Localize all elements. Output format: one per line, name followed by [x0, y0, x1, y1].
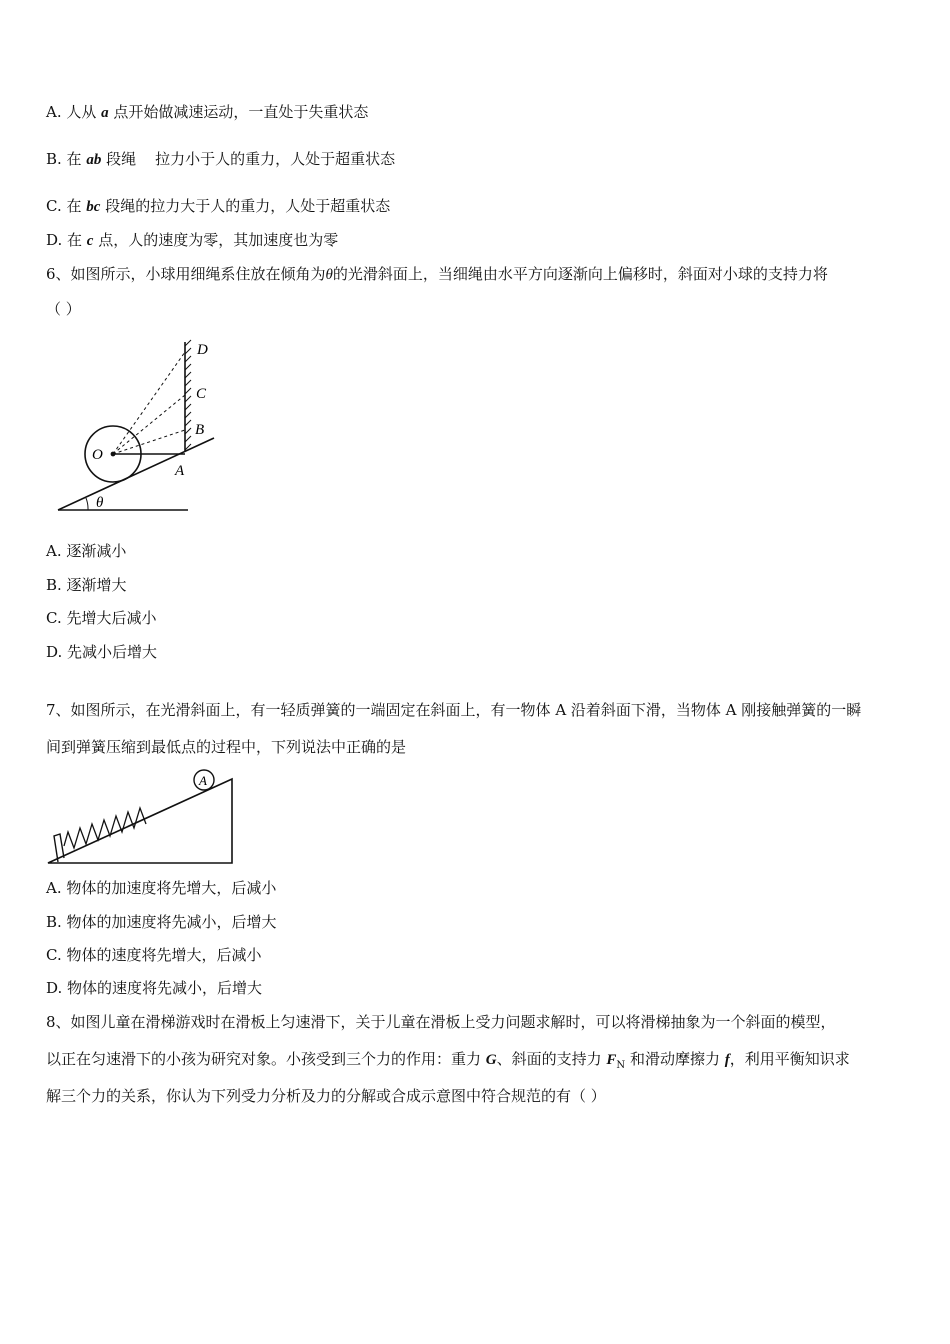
q7-option-d: D. 物体的速度将先减小，后增大	[46, 979, 263, 997]
q5-option-a: A. 人从 a 点开始做减速运动，一直处于失重状态	[46, 103, 369, 121]
q7-option-c: C. 物体的速度将先增大，后减小	[46, 946, 262, 964]
label-c: C	[196, 386, 207, 402]
label-d: D	[197, 342, 208, 358]
q8-stem-line2: 以正在匀速滑下的小孩为研究对象。小孩受到三个力的作用：重力 G、斜面的支持力 $F_N$ 和滑动摩擦力 f，利用平衡知识求	[46, 1050, 850, 1071]
q8-stem-line1: 8、如图儿童在滑梯游戏时在滑板上匀速滑下，关于儿童在滑板上受力问题求解时，可以将滑梯抽象为一个斜面的模型，	[46, 1013, 836, 1031]
q5-option-d: D. 在 c 点，人的速度为零，其加速度也为零	[46, 231, 339, 249]
label-b: B	[195, 422, 205, 438]
q6-option-d: D. 先减小后增大	[46, 643, 158, 661]
incline-triangle	[48, 779, 232, 863]
angle-arc	[86, 498, 88, 510]
q8-stem-line3: 解三个力的关系，你认为下列受力分析及力的分解或合成示意图中符合规范的有（ ）	[46, 1087, 606, 1105]
spring-coil	[64, 808, 146, 848]
q6-option-a: A. 逐渐减小	[46, 542, 127, 560]
var-f-friction: f	[724, 1052, 730, 1068]
wall-hatching	[185, 340, 191, 450]
incline-line	[58, 438, 214, 510]
var-c: c	[86, 233, 94, 249]
rope-dashed-b	[113, 430, 185, 454]
q5-option-b: B. 在 ab 段绳 拉力小于人的重力，人处于超重状态	[46, 150, 396, 168]
var-bc: bc	[86, 199, 101, 215]
label-o: O	[92, 447, 103, 463]
q7-option-b: B. 物体的加速度将先减小，后增大	[46, 913, 277, 931]
q5-option-c: C. 在 bc 段绳的拉力大于人的重力，人处于超重状态	[46, 197, 391, 215]
q6-option-b: B. 逐渐增大	[46, 576, 127, 594]
q7-figure-incline-spring	[44, 766, 240, 870]
label-theta: θ	[96, 495, 104, 511]
q6-option-c: C. 先增大后减小	[46, 609, 157, 627]
q6-answer-paren: （ ）	[46, 300, 81, 318]
var-g: G	[485, 1052, 497, 1068]
q7-stem-line2: 间到弹簧压缩到最低点的过程中，下列说法中正确的是	[46, 738, 407, 756]
theta-symbol: θ	[325, 267, 333, 283]
q6-stem: 6、如图所示，小球用细绳系住放在倾角为θ的光滑斜面上，当细绳由水平方向逐渐向上偏移时，斜面对小球的支持力将	[46, 265, 828, 283]
q7-option-a: A. 物体的加速度将先增大，后减小	[46, 879, 277, 897]
q6-figure-incline-ball	[52, 334, 222, 519]
label-a: A	[175, 463, 185, 479]
var-ab: ab	[86, 152, 102, 168]
label-a: A	[199, 773, 207, 788]
var-a: a	[101, 105, 109, 121]
q7-stem-line1: 7、如图所示，在光滑斜面上，有一轻质弹簧的一端固定在斜面上，有一物体 A 沿着斜面下滑，当物体 A 刚接触弹簧的一瞬	[46, 701, 862, 719]
rope-dashed-d	[113, 352, 185, 454]
var-f-normal: F	[606, 1052, 617, 1068]
